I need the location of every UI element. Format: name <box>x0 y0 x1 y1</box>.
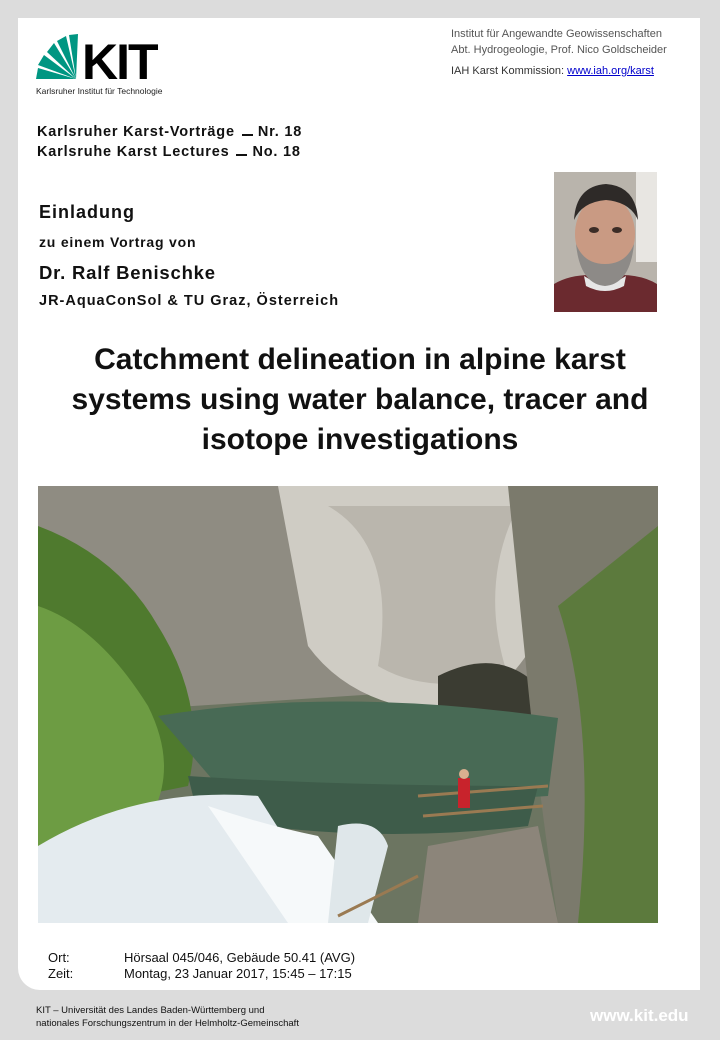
time-row <box>48 966 352 981</box>
iah-line <box>451 65 654 77</box>
place-label: Ort: <box>48 950 70 965</box>
time-label: Zeit: <box>48 966 74 981</box>
footer-text <box>36 1004 299 1030</box>
series-de <box>37 124 302 140</box>
series-en-number: No. 18 <box>252 144 301 160</box>
time-value: Montag, 23 Januar 2017, 15:45 – 17:15 <box>124 966 352 981</box>
iah-link[interactable]: www.iah.org/karst <box>567 65 654 77</box>
speaker-portrait <box>554 172 657 312</box>
dash <box>236 154 247 156</box>
invitation-heading: Einladung <box>39 202 135 222</box>
place-row <box>48 950 356 965</box>
speaker-affiliation: JR-AquaConSol & TU Graz, Österreich <box>39 293 340 309</box>
kit-website[interactable]: www.kit.edu <box>590 1006 689 1025</box>
series-en-title: Karlsruhe Karst Lectures <box>37 144 230 160</box>
dash <box>242 134 253 136</box>
place-value: Hörsaal 045/046, Gebäude 50.41 (AVG) <box>124 950 356 965</box>
logo-subtitle: Karlsruher Institut für Technologie <box>36 86 163 96</box>
svg-text:KIT: KIT <box>82 34 157 90</box>
speaker-name: Dr. Ralf Benischke <box>39 262 216 283</box>
iah-label: IAH Karst Kommission: <box>451 65 565 77</box>
footer-line: nationales Forschungszentrum in der Helmholtz-Gemeinschaft <box>36 1018 299 1029</box>
talk-title: Catchment delineation in alpine karst systems using water balance, tracer and isotope investigations <box>71 343 649 456</box>
invitation-subheading: zu einem Vortrag von <box>39 234 197 250</box>
institute-line: Institut für Angewandte Geowissenschaften <box>451 28 662 40</box>
institute-info <box>451 26 667 58</box>
series-en <box>37 144 301 160</box>
series-de-title: Karlsruher Karst-Vorträge <box>37 124 235 140</box>
footer-line: KIT – Universität des Landes Baden-Württemberg und <box>36 1005 265 1016</box>
series-de-number: Nr. 18 <box>257 124 303 140</box>
karst-spring-photo <box>38 486 658 923</box>
department-line: Abt. Hydrogeologie, Prof. Nico Goldscheider <box>451 44 667 56</box>
